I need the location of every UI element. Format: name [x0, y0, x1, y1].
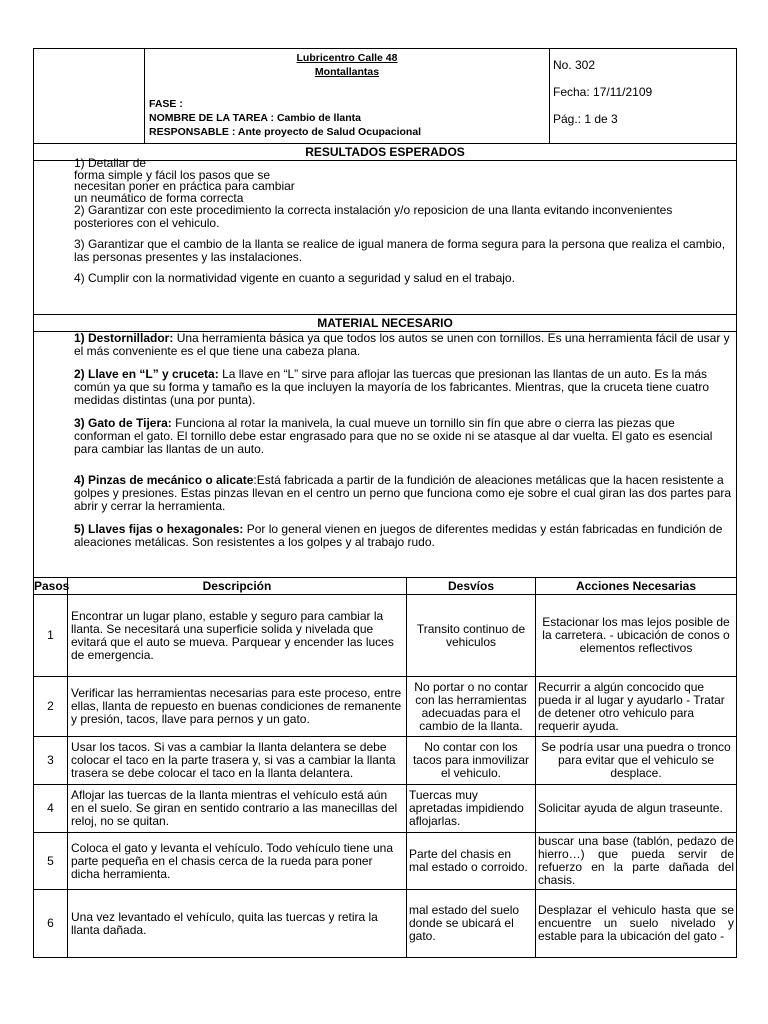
step-description: Verificar las herramientas necesarias para este proceso, entre ellas, llanta de repuesto en buenas condiciones de remanente y presión, tacos, llave para pernos y un gato. [68, 677, 407, 737]
objective-1 [74, 156, 732, 205]
document-page [33, 48, 737, 958]
step-number: 1 [34, 595, 68, 677]
step-description: Encontrar un lugar plano, estable y seguro para cambiar la llanta. Se necesitará una superficie solida y nivelada que evitará que el auto se mueva. Parquear y encender las luces de emergencia. [68, 595, 407, 677]
doc-number: No. 302 [553, 58, 596, 72]
material-item [74, 332, 732, 358]
material-item-name: 1) Destornillador: [74, 331, 174, 345]
material-item-name: 5) Llaves fijas o hexagonales: [74, 522, 244, 536]
material-item-text: Una herramienta básica ya que todos los autos se unen con tornillos. Es una herramienta fácil de usar y el más conveniente es el que tiene una cabeza plana. [74, 331, 730, 358]
objective-2: 2) Garantizar con este procedimiento la correcta instalación y/o reposicion de una llanta evitando inconvenientes posteriores con el vehiculo. [74, 203, 673, 230]
company-name: Lubricentro Calle 48 [296, 52, 398, 64]
logo-cell [34, 49, 145, 144]
step-accion: Desplazar el vehiculo hasta que se encuentre un suelo nivelado y estable para la ubicación del gato - [536, 890, 737, 958]
step-description: Aflojar las tuercas de la llanta mientras el vehículo está aún en el suelo. Se giran en sentido contrario a las manecillas del reloj, no se quitan. [68, 785, 407, 833]
content-table [33, 143, 737, 578]
objective-1-line: necesitan poner en práctica para cambiar [74, 179, 295, 193]
material-item-text: Funciona al rotar la manivela, la cual mueve un tornillo sin fín que abre o cierra las piezas que conforman el gato. El tornillo debe estar engrasado para que no se oxide ni se atasque al dar vuelta. El gato es esencial para cambiar las llantas de un auto. [74, 416, 713, 456]
material-item [74, 474, 732, 513]
step-desvio: mal estado del suelo donde se ubicará el gato. [407, 890, 536, 958]
material-title: MATERIAL NECESARIO [34, 315, 737, 332]
objective-1-line: 1) Detallar de [74, 156, 147, 170]
step-desvio: No contar con los tacos para inmovilizar el vehiculo. [407, 737, 536, 785]
step-number: 6 [34, 890, 68, 958]
task-name: NOMBRE DE LA TAREA : Cambio de llanta [149, 112, 361, 124]
table-row [34, 833, 737, 890]
col-header-pasos: Pasos [34, 579, 70, 593]
doc-page: Pág.: 1 de 3 [553, 112, 618, 126]
step-description: Usar los tacos. Si vas a cambiar la llanta delantera se debe colocar el taco en la parte trasera y, si vas a cambiar la llanta trasera se debe colocar el taco en la llanta delantera. [68, 737, 407, 785]
material-item-name: 2) Llave en “L” y cruceta: [74, 367, 219, 381]
fase-label: FASE : [149, 98, 183, 110]
results-body [34, 156, 737, 315]
table-row [34, 677, 737, 737]
step-description: Una vez levantado el vehículo, quita las tuercas y retira la llanta dañada. [68, 890, 407, 958]
step-accion: Se podría usar una puedra o tronco para evitar que el vehiculo se desplace. [536, 737, 737, 785]
table-row [34, 595, 737, 677]
step-accion: buscar una base (tablón, pedazo de hierro…) que pueda servir de refuerzo en la parte dañada del chasis. [536, 833, 737, 890]
table-row [34, 737, 737, 785]
objective-1-line: un neumático de forma correcta [74, 190, 244, 205]
step-number: 2 [34, 677, 68, 737]
material-item [74, 417, 732, 456]
header-right [550, 49, 737, 144]
table-row [34, 785, 737, 833]
material-item-text: Por lo general vienen en juegos de diferentes medidas y están fabricadas en fundición de aleaciones metálicas. Son resistentes a los golpes y al trabajo rudo. [74, 522, 723, 549]
material-item-name: 4) Pinzas de mecánico o alicate [74, 473, 254, 487]
doc-date: Fecha: 17/11/2109 [553, 85, 653, 99]
step-accion: Solicitar ayuda de algun traseunte. [536, 785, 737, 833]
results-title: RESULTADOS ESPERADOS [34, 144, 737, 161]
department-name: Montallantas [314, 66, 380, 78]
material-item-name: 3) Gato de Tijera: [74, 416, 172, 430]
col-header-desvios: Desvíos [407, 578, 536, 595]
step-desvio: No portar o no contar con las herramientas adecuadas para el cambio de la llanta. [407, 677, 536, 737]
header-table [33, 48, 737, 144]
step-number: 4 [34, 785, 68, 833]
step-accion: Recurrir a algún concocido que pueda ir al lugar y ayudarlo - Tratar de detener otro vehiculo para requerir ayuda. [536, 677, 737, 737]
step-desvio: Parte del chasis en mal estado o corroido. [407, 833, 536, 890]
step-description: Coloca el gato y levanta el vehículo. Todo vehículo tiene una parte pequeña en el chasis cerca de la rueda para poner dicha herramienta. [68, 833, 407, 890]
material-item-text: :Está fabricada a partir de la fundición de aleaciones metálicas que la hacen resistente a golpes y presiones. Estas pinzas llevan en el centro un perno que funciona como eje sobre el cual giran las dos partes para abrir y cerrar la herramienta. [74, 473, 732, 513]
material-item [74, 523, 732, 549]
steps-table [33, 577, 737, 958]
step-number: 3 [34, 737, 68, 785]
material-item-text: La llave en “L” sirve para aflojar las tuercas que presionan las llantas de un auto. Es la más común ya que su forma y tamaño es la que incluyen la mayoría de los fabricantes. Mientras, que la cruceta tiene cuatro medidas distintas (una por punta). [74, 367, 710, 407]
objective-1-line: forma simple y fácil los pasos que se [74, 167, 271, 182]
col-header-acciones: Acciones Necesarias [536, 578, 737, 595]
objective-4: 4) Cumplir con la normatividad vigente en cuanto a seguridad y salud en el trabajo. [74, 271, 515, 285]
table-row [34, 890, 737, 958]
step-desvio: Tuercas muy apretadas impidiendo aflojarlas. [407, 785, 536, 833]
material-body [34, 332, 737, 578]
step-number: 5 [34, 833, 68, 890]
objective-3: 3) Garantizar que el cambio de la llanta se realice de igual manera de forma segura para la persona que realiza el cambio, las personas presentes y las instalaciones. [74, 237, 726, 264]
responsible: RESPONSABLE : Ante proyecto de Salud Ocupacional [149, 126, 422, 138]
step-accion: Estacionar los mas lejos posible de la carretera. - ubicación de conos o elementos reflectivos [536, 595, 737, 677]
material-item [74, 368, 732, 407]
col-header-descripcion: Descripción [68, 578, 407, 595]
header-center [145, 49, 550, 144]
step-desvio: Transito continuo de vehiculos [407, 595, 536, 677]
